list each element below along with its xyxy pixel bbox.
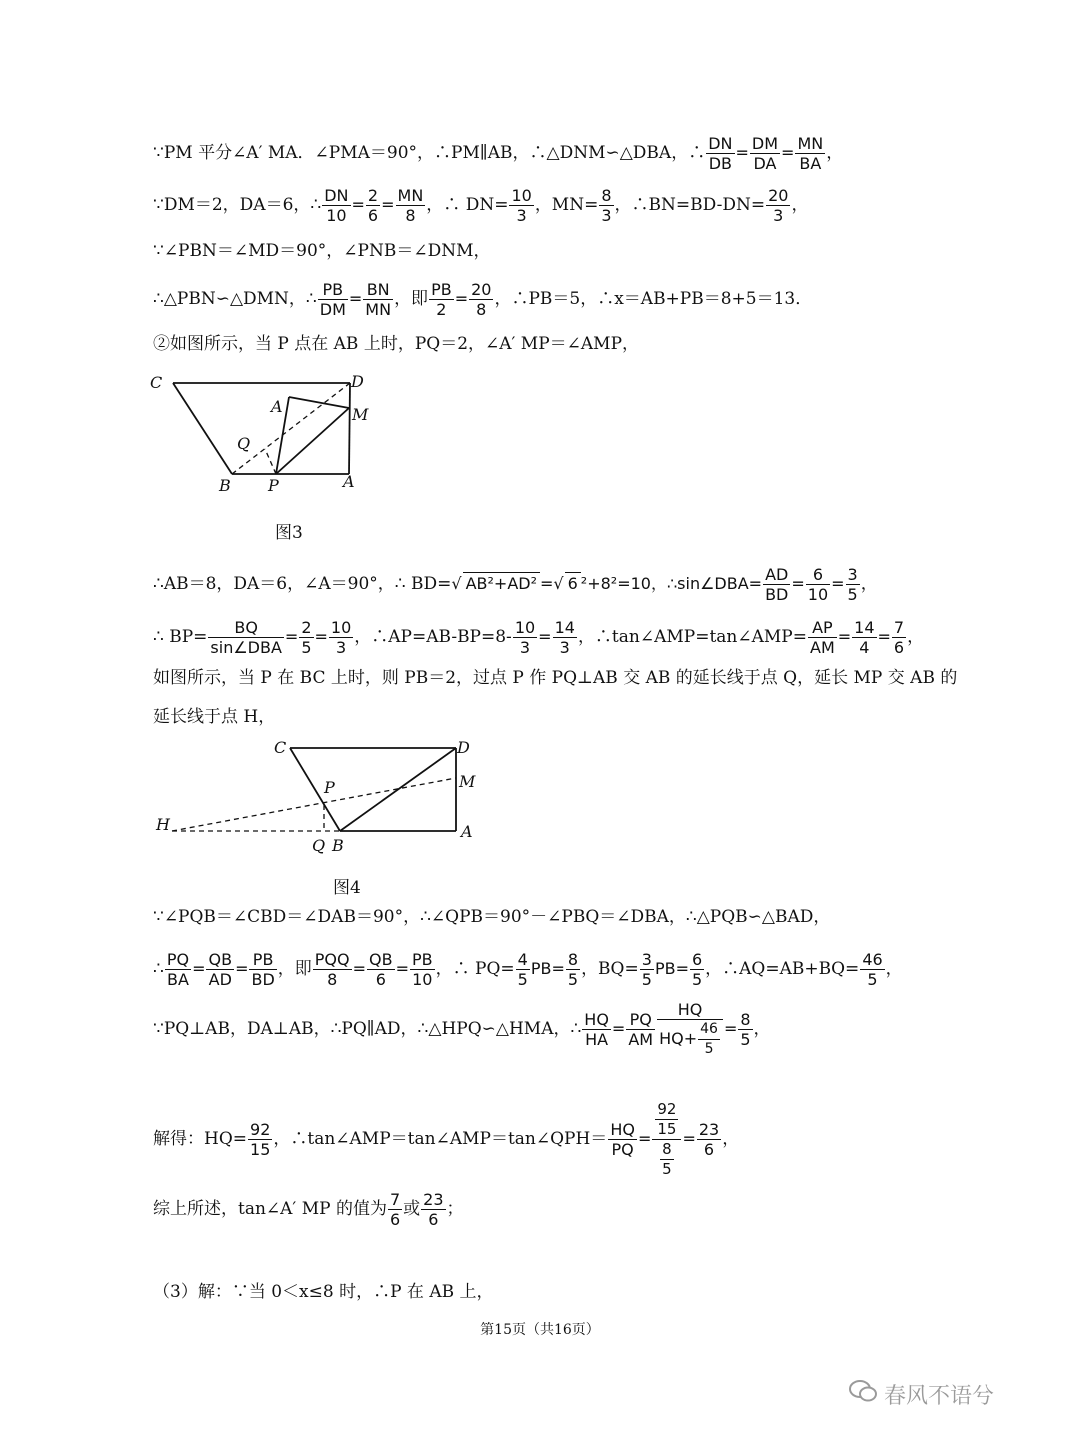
label-P: P bbox=[268, 476, 279, 495]
solution-line-8: 如图所示，当 P 在 BC 上时，则 PB＝2，过点 P 作 PQ⊥AB 交 AB 的延长线于点 Q，延长 MP 交 AB 的 bbox=[153, 668, 958, 688]
fraction: $\frac{AP}{AM}$ bbox=[810, 618, 835, 657]
solution-line-10: ∵∠PQB＝∠CBD＝∠DAB＝90°，∴∠QPB＝90°－∠PBQ＝∠DBA，∴△PQB∽△BAD， bbox=[153, 907, 831, 927]
solution-line-13: 解得：HQ= $\frac{92}{15}$ ，∴tan∠AMP＝tan∠AMP＝tan∠QPH＝ $\frac{HQ}{PQ}$ = $\frac{\frac{92}{15}}{\frac{8}{5}}$ = $\frac{23}{6}$ ， bbox=[153, 1100, 740, 1178]
fraction: $\frac{PB}{BD}$ bbox=[251, 950, 275, 989]
watermark bbox=[848, 1378, 994, 1410]
fraction: $\frac{2}{5}$ bbox=[301, 618, 312, 657]
fraction: $\frac{7}{6}$ bbox=[389, 1190, 401, 1229]
fraction: $\frac{\text{PQQ}}{8}$ bbox=[314, 950, 350, 989]
fraction: $\frac{20}{8}$ bbox=[471, 280, 492, 319]
fraction: $\frac{8}{3}$ bbox=[601, 186, 612, 225]
solution-line-11: ∴ $\frac{PQ}{BA}$ = $\frac{QB}{AD}$ = $\frac{PB}{BD}$ ，即 $\frac{\text{PQQ}}{8}$ = $\frac{QB}{6}$ = $\frac{PB}{10}$ ，∴ PQ= $\frac{4}{5}$ PB= $\frac{8}{5}$ ，BQ= $\frac{3}{5}$ PB= $\frac{6}{5}$ ，∴AQ=AB+BQ= $\frac{46}{5}$ ， bbox=[153, 950, 903, 989]
label-A-prime: A bbox=[271, 397, 283, 416]
fraction: $\frac{23}{6}$ bbox=[423, 1190, 444, 1229]
label-Q: Q bbox=[237, 434, 251, 453]
compound-fraction: HQ HQ+ $\frac{46}{5}$ bbox=[657, 1000, 723, 1059]
fraction: $\frac{PB}{2}$ bbox=[431, 280, 452, 319]
fraction: $\frac{HQ}{PQ}$ bbox=[610, 1120, 635, 1159]
solution-line-3: ∵∠PBN＝∠MD＝90°，∠PNB＝∠DNM， bbox=[153, 241, 491, 261]
figure-4-caption: 图4 bbox=[333, 878, 361, 898]
label-H: H bbox=[156, 815, 170, 834]
watermark-text: 春风不语兮 bbox=[884, 1383, 995, 1409]
fraction: $\frac{DM}{DA}$ bbox=[751, 134, 779, 173]
solution-line-5: ②如图所示，当 P 点在 AB 上时，PQ＝2，∠A′ MP＝∠AMP， bbox=[153, 334, 640, 354]
solution-line-6: ∴AB＝8，DA＝6，∠A＝90°，∴ BD=√ AB²+AD² =√ 6 ²+8²=10，∴sin∠DBA= $\frac{AD}{BD}$ = $\frac{6}{10}$ = $\frac{3}{5}$ ， bbox=[153, 565, 878, 604]
wechat-icon bbox=[848, 1378, 878, 1410]
figure-4-diagram bbox=[150, 735, 480, 860]
fraction: $\frac{MN}{BA}$ bbox=[797, 134, 824, 173]
solution-line-1: ∵PM 平分∠A′ MA．∠PMA＝90°，∴PM∥AB，∴△DNM∽△DBA，∴ $\frac{DN}{DB}$ = $\frac{DM}{DA}$ = $\frac{MN}{BA}$ ， bbox=[153, 134, 844, 173]
fraction: $\frac{46}{5}$ bbox=[862, 950, 883, 989]
fraction: $\frac{MN}{8}$ bbox=[397, 186, 424, 225]
label-C: C bbox=[150, 373, 163, 392]
label-M: M bbox=[352, 405, 369, 424]
solution-line-7: ∴ BP= $\frac{BQ}{\text{sin∠DBA}}$ = $\frac{2}{5}$ = $\frac{10}{3}$ ，∴AP=AB-BP=8- $\frac{10}{3}$ = $\frac{14}{3}$ ，∴tan∠AMP=tan∠AMP= $\frac{AP}{AM}$ = $\frac{14}{4}$ = $\frac{7}{6}$ ， bbox=[153, 618, 925, 657]
sqrt-sign: √ bbox=[451, 574, 462, 593]
fraction: $\frac{PB}{DM}$ bbox=[319, 280, 346, 319]
fraction: $\frac{10}{3}$ bbox=[330, 618, 352, 657]
fraction: $\frac{QB}{AD}$ bbox=[208, 950, 233, 989]
label-D: D bbox=[457, 738, 470, 757]
fraction: $\frac{6}{10}$ bbox=[807, 565, 829, 604]
fraction: $\frac{20}{3}$ bbox=[768, 186, 789, 225]
fraction: $\frac{HQ}{HA}$ bbox=[584, 1010, 609, 1049]
label-A: A bbox=[461, 822, 473, 841]
solution-line-14: 综上所述，tan∠A′ MP 的值为 $\frac{7}{6}$ 或 $\frac{23}{6}$ ； bbox=[153, 1190, 464, 1229]
fraction: $\frac{3}{5}$ bbox=[847, 565, 858, 604]
fraction: $\frac{3}{5}$ bbox=[641, 950, 652, 989]
compound-fraction: $\frac{\frac{92}{15}}{\frac{8}{5}}$ bbox=[652, 1100, 681, 1179]
fraction: $\frac{QB}{6}$ bbox=[369, 950, 393, 989]
fraction: $\frac{10}{3}$ bbox=[511, 186, 532, 225]
figure-3-caption: 图3 bbox=[275, 523, 303, 543]
fraction: $\frac{8}{5}$ bbox=[740, 1010, 751, 1049]
page-footer: 第15页（共16页） bbox=[480, 1322, 600, 1338]
label-Q: Q bbox=[312, 836, 326, 855]
solution-line-4: ∴△PBN∽△DMN，∴ $\frac{PB}{DM}$ = $\frac{BN}{MN}$ ，即 $\frac{PB}{2}$ = $\frac{20}{8}$ ，∴PB＝5，∴x＝AB+PB＝8+5＝13． bbox=[153, 280, 813, 319]
text: ∵PM 平分∠A′ MA．∠PMA＝90°，∴PM∥AB，∴△DNM∽△DBA，∴ bbox=[153, 143, 706, 163]
solution-line-12: ∵PQ⊥AB，DA⊥AB，∴PQ∥AD，∴△HPQ∽△HMA，∴ $\frac{HQ}{HA}$ = $\frac{PQ}{AM}$ HQ HQ+ $\frac{46}{5}$ = $\frac{8}{5}$ ， bbox=[153, 1000, 771, 1057]
solution-line-9: 延长线于点 H， bbox=[153, 707, 276, 727]
fraction: $\frac{PQ}{BA}$ bbox=[166, 950, 190, 989]
fraction: $\frac{7}{6}$ bbox=[893, 618, 905, 657]
fraction: $\frac{2}{6}$ bbox=[367, 186, 379, 225]
fraction: $\frac{DN}{10}$ bbox=[324, 186, 349, 225]
fraction: $\frac{14}{3}$ bbox=[554, 618, 575, 657]
figure-3-diagram bbox=[140, 365, 380, 500]
label-B: B bbox=[332, 836, 344, 855]
label-P: P bbox=[324, 778, 335, 797]
fraction: $\frac{14}{4}$ bbox=[854, 618, 875, 657]
fraction: $\frac{6}{5}$ bbox=[691, 950, 703, 989]
fraction: $\frac{8}{5}$ bbox=[567, 950, 579, 989]
fraction: $\frac{DN}{DB}$ bbox=[708, 134, 733, 173]
fraction: $\frac{23}{6}$ bbox=[698, 1120, 720, 1159]
fraction: $\frac{4}{5}$ bbox=[517, 950, 528, 989]
fraction: $\frac{PQ}{AM}$ bbox=[628, 1010, 654, 1049]
solution-line-2: ∵DM＝2，DA＝6，∴ $\frac{DN}{10}$ = $\frac{2}{6}$ = $\frac{MN}{8}$ ，∴ DN= $\frac{10}{3}$ ，MN= $\frac{8}{3}$ ，∴BN=BD-DN= $\frac{20}{3}$ ， bbox=[153, 186, 809, 225]
label-B: B bbox=[219, 476, 231, 495]
label-C: C bbox=[274, 738, 287, 757]
label-D: D bbox=[351, 372, 364, 391]
fraction: $\frac{BN}{MN}$ bbox=[365, 280, 392, 319]
fraction: $\frac{BQ}{\text{sin∠DBA}}$ bbox=[210, 618, 282, 657]
label-A: A bbox=[343, 472, 355, 491]
fraction: $\frac{10}{3}$ bbox=[514, 618, 536, 657]
fraction: $\frac{PB}{10}$ bbox=[412, 950, 433, 989]
fraction: $\frac{92}{15}$ bbox=[250, 1120, 271, 1159]
fraction: $\frac{AD}{BD}$ bbox=[765, 565, 789, 604]
label-M: M bbox=[459, 772, 476, 791]
solution-line-15: （3）解：∵当 0＜x≤8 时，∴P 在 AB 上， bbox=[153, 1282, 494, 1302]
